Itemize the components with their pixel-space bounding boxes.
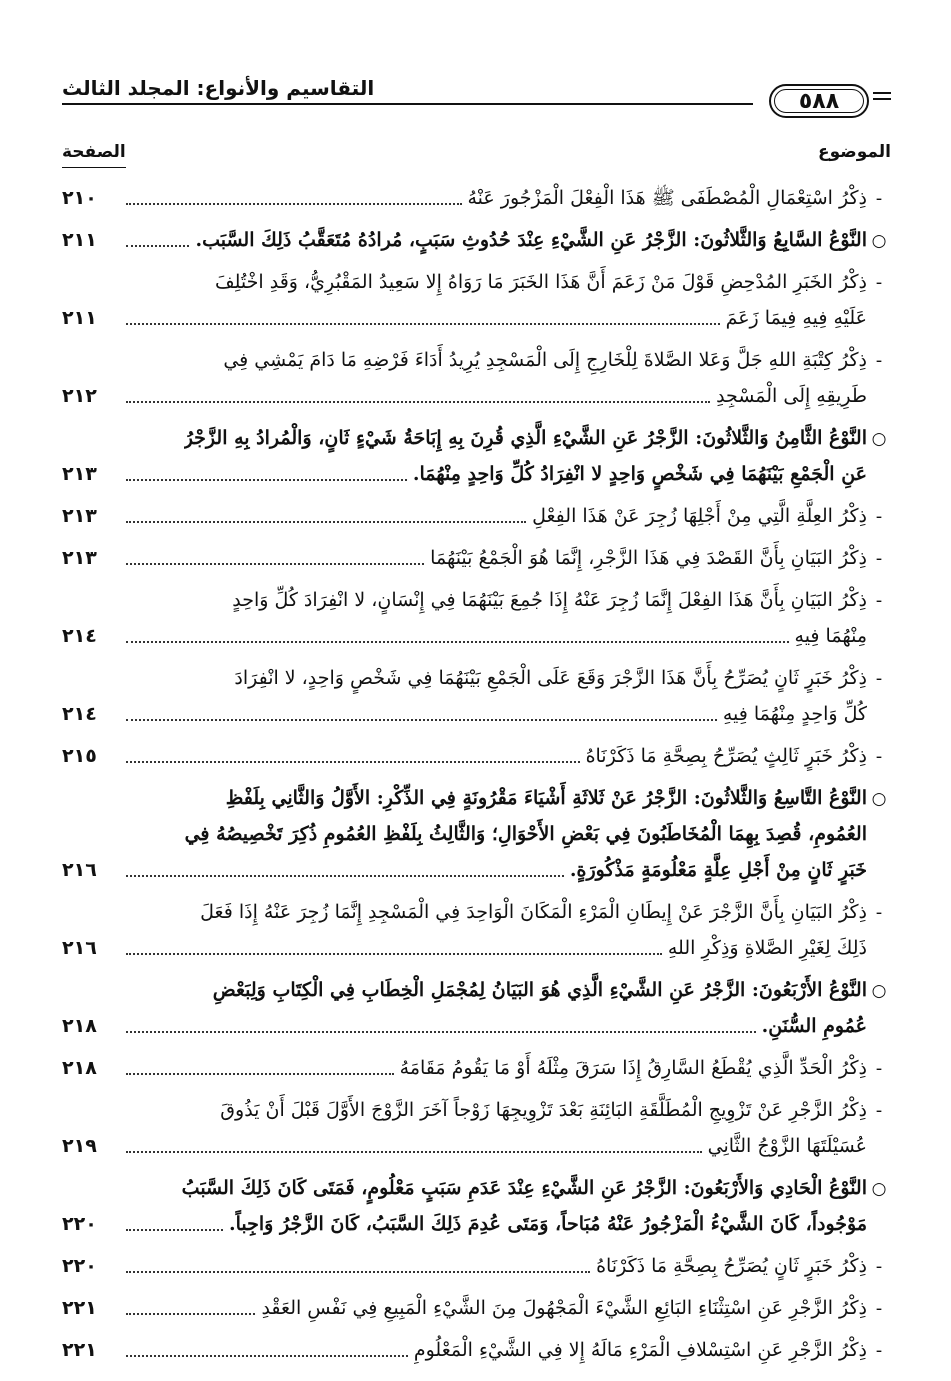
toc-line <box>62 1248 891 1284</box>
dash-bullet-icon: - <box>875 590 883 611</box>
toc-line-text: ذِكْرُ الزَّجْرِ عَنِ اسْتِثْنَاءِ البَائِعِ الشَّيْءَ الْمَجْهُولَ مِنَ الشَّيْءِ الْمَبِيعِ فِي نَفْسِ العَقْدِ <box>261 1297 867 1319</box>
toc-sub-entry <box>62 498 891 540</box>
toc-sub-entry <box>62 738 891 780</box>
toc-line <box>62 1170 891 1206</box>
toc-line <box>62 696 891 732</box>
toc-line-text: النَّوْعُ الْحَادِي وَالأَرْبَعُونَ: الزَّجْرُ عَنِ الشَّيْءِ عِنْدَ عَدَمِ سَبَبٍ مَعْلُومٍ، فَمَتَى كَانَ ذَلِكَ السَّبَبُ <box>181 1177 867 1199</box>
toc-page-number: ٢١٣ <box>62 463 97 485</box>
toc-line-text: النَّوْعُ الثَّامِنُ وَالثَّلاثُونَ: الزَّجْرُ عَنِ الشَّيْءِ الَّذِي قُرِنَ بِهِ إِبَاحَةُ شَيْءٍ ثَانٍ، وَالْمُرادُ بِهِ الزَّجْرُ <box>183 427 867 449</box>
toc-page-number: ٢١٨ <box>62 1015 97 1037</box>
dot-leader <box>126 1271 590 1273</box>
toc-line-text: ذِكْرُ البَيَانِ بِأَنَّ الزَّجْرَ عَنْ إِيطَانِ الْمَرْءِ الْمَكَانَ الْوَاحِدَ فِي الْمَسْجِدِ إِنَّمَا زُجِرَ عَنْهُ إِذَا فَعَلَ <box>200 901 867 923</box>
dash-bullet-icon: - <box>875 506 883 527</box>
header-title: التقاسيم والأنواع: المجلد الثالث <box>62 76 375 100</box>
toc-sub-entry <box>62 1092 891 1170</box>
toc-sub-entry <box>62 582 891 660</box>
page-number: ٥٨٨ <box>798 88 840 114</box>
toc-line <box>62 420 891 456</box>
toc-chapter-entry <box>62 222 891 264</box>
dash-bullet-icon: - <box>875 1298 883 1319</box>
toc-line-text: ذِكْرُ البَيَانِ بِأَنَّ القَصْدَ فِي هَذَا الزَّجْرِ، إِنَّمَا هُوَ الْجَمْعُ بَيْنَهُمَا <box>430 547 867 569</box>
dot-leader <box>126 719 717 721</box>
toc-sub-entry <box>62 1248 891 1290</box>
dot-leader <box>126 641 789 643</box>
toc-page-number: ٢١١ <box>62 229 97 251</box>
toc-line <box>62 180 891 216</box>
toc-page-number: ٢١٣ <box>62 547 97 569</box>
toc-page-number: ٢١٤ <box>62 625 97 647</box>
circle-bullet-icon: ○ <box>871 429 887 449</box>
toc-line-text: عُسَيْلَتَهَا الزَّوْجُ الثَّانِي <box>707 1135 867 1157</box>
dash-bullet-icon: - <box>875 668 883 689</box>
toc-line <box>62 498 891 534</box>
dot-leader <box>126 203 462 205</box>
toc-line <box>62 1092 891 1128</box>
toc-line-text: النَّوْعُ التَّاسِعُ وَالثَّلاثُونَ: الزَّجْرُ عَنْ ثَلاثَةِ أَشْيَاءَ مَقْرُونَةٍ فِي الذِّكْرِ: الأَوَّلُ وَالثَّانِي بِلَفْظِ <box>225 787 867 809</box>
toc-line-text: عُمُومِ السُّنَنِ. <box>761 1015 867 1037</box>
toc-page-number: ٢٢١ <box>62 1339 97 1361</box>
dot-leader <box>126 1151 702 1153</box>
toc-line-text: عَلَيْهِ فِيهِ فِيمَا زَعَمَ <box>725 307 867 329</box>
toc-line-text: ذِكْرُ الخَبَرِ المُدْحِضِ قَوْلَ مَنْ زَعَمَ أَنَّ هَذَا الخَبَرَ مَا رَوَاهُ إِلا سَعِيدُ المَقْبُرِيُّ، وَقَدِ اخْتُلِفَ <box>214 271 867 293</box>
toc-line <box>62 660 891 696</box>
toc-line <box>62 582 891 618</box>
toc-line <box>62 894 891 930</box>
circle-bullet-icon: ○ <box>871 981 887 1001</box>
toc-line-text: مِنْهُمَا فِيهِ <box>794 625 867 647</box>
toc-page-number: ٢١٦ <box>62 937 97 959</box>
toc-chapter-entry <box>62 972 891 1050</box>
circle-bullet-icon: ○ <box>871 789 887 809</box>
toc-line <box>62 738 891 774</box>
toc-page-number: ٢١٤ <box>62 703 97 725</box>
toc-page-number: ٢١٠ <box>62 187 97 209</box>
toc-page-number: ٢١٢ <box>62 385 97 407</box>
toc-line <box>62 1008 891 1044</box>
toc-page-number: ٢١٣ <box>62 505 97 527</box>
toc-line <box>62 264 891 300</box>
dash-bullet-icon: - <box>875 1256 883 1277</box>
toc-line-text: كُلِّ وَاحِدٍ مِنْهُمَا فِيهِ <box>722 703 867 725</box>
toc-line-text: ذِكْرُ البَيَانِ بِأَنَّ هَذَا الفِعْلَ إِنَّمَا زُجِرَ عَنْهُ إِذَا جُمِعَ بَيْنَهُمَا فِي إِنْسَانٍ، لا انْفِرَادَ كُلِّ وَاحِدٍ <box>232 589 867 611</box>
toc-sub-entry <box>62 1050 891 1092</box>
toc-line-text: ذِكْرُ خَبَرٍ ثَانٍ يُصَرِّحُ بِصِحَّةِ مَا ذَكَرْنَاهُ <box>596 1255 867 1277</box>
dash-bullet-icon: - <box>875 350 883 371</box>
toc-sub-entry <box>62 540 891 582</box>
dot-leader <box>126 401 710 403</box>
toc-page-number: ٢١٦ <box>62 859 97 881</box>
dot-leader <box>126 323 720 325</box>
toc-page-number: ٢١١ <box>62 307 97 329</box>
circle-bullet-icon: ○ <box>871 231 887 251</box>
toc-line <box>62 456 891 492</box>
toc-page-number: ٢٢١ <box>62 1297 97 1319</box>
circle-bullet-icon: ○ <box>871 1179 887 1199</box>
dot-leader <box>126 563 424 565</box>
toc-page-number: ٢١٩ <box>62 1135 97 1157</box>
toc-page-number: ٢٢٠ <box>62 1213 97 1235</box>
dot-leader <box>126 1313 255 1315</box>
toc-line <box>62 780 891 816</box>
dot-leader <box>126 1355 408 1357</box>
dash-bullet-icon: - <box>875 1100 883 1121</box>
toc-line-text: ذِكْرُ الزَّجْرِ عَنْ تَزْوِيجِ الْمُطَلَّقَةِ البَائِنَةِ بَعْدَ تَزْوِيجِهَا زَوْجاً آخَرَ الزَّوْجَ الأَوَّلَ قَبْلَ أَنْ يَذُوقَ <box>220 1099 867 1121</box>
toc-sub-entry <box>62 342 891 420</box>
toc-line <box>62 930 891 966</box>
dash-bullet-icon: - <box>875 1340 883 1361</box>
dot-leader <box>126 1073 394 1075</box>
dash-bullet-icon: - <box>875 188 883 209</box>
toc-line <box>62 1050 891 1086</box>
header-rule <box>62 103 753 105</box>
toc-line <box>62 1332 891 1368</box>
toc-line-text: ذِكْرُ كِتْبَةِ اللهِ جَلَّ وَعَلا الصَّلاةَ لِلْخَارِجِ إِلَى الْمَسْجِدِ يُرِيدُ أَدَاءَ فَرْضِهِ مَا دَامَ يَمْشِي فِي <box>223 349 867 371</box>
toc-page-number: ٢١٥ <box>62 745 97 767</box>
dot-leader <box>126 245 189 247</box>
toc-line <box>62 1128 891 1164</box>
toc-sub-entry <box>62 264 891 342</box>
toc-line-text: ذِكْرُ خَبَرٍ ثَانٍ يُصَرِّحُ بِأَنَّ هَذَا الزَّجْرَ وَقَعَ عَلَى الْجَمْعِ بَيْنَهُمَا فِي شَخْصٍ وَاحِدٍ، لا انْفِرَادَ <box>234 667 867 689</box>
dash-bullet-icon: - <box>875 548 883 569</box>
dash-bullet-icon: - <box>875 902 883 923</box>
toc-line-text: طَرِيقِهِ إِلَى الْمَسْجِدِ <box>716 385 867 407</box>
running-header <box>62 76 891 120</box>
toc-sub-entry <box>62 660 891 738</box>
dash-bullet-icon: - <box>875 1058 883 1079</box>
toc-line-text: النَّوْعُ السَّابِعُ وَالثَّلاثُونَ: الزَّجْرُ عَنِ الشَّيْءِ عِنْدَ حُدُوثِ سَبَبٍ، مُرادُهُ مُتَعَقَّبُ ذَلِكَ السَّبَب. <box>195 229 867 251</box>
toc-chapter-entry <box>62 780 891 894</box>
dot-leader <box>126 1229 223 1231</box>
toc-line <box>62 852 891 888</box>
dash-bullet-icon: - <box>875 746 883 767</box>
column-head-topic: الموضوع <box>818 142 891 162</box>
toc-chapter-entry <box>62 1170 891 1248</box>
dot-leader <box>126 479 407 481</box>
dot-leader <box>126 1031 756 1033</box>
toc-line <box>62 1290 891 1326</box>
toc-line <box>62 378 891 414</box>
dash-bullet-icon: - <box>875 272 883 293</box>
toc-line <box>62 540 891 576</box>
toc-line-text: ذِكْرُ اسْتِعْمَالِ الْمُصْطَفَى ﷺ هَذَا الْفِعْلَ الْمَزْجُورَ عَنْهُ <box>467 187 867 209</box>
header-ornament-lines <box>873 92 891 104</box>
toc-line <box>62 300 891 336</box>
toc-line-text: ذِكْرُ الْحَدِّ الَّذِي يُقْطَعُ السَّارِقُ إِذَا سَرَقَ مِثْلَهُ أَوْ مَا يَقُومُ مَقَامَهُ <box>399 1057 867 1079</box>
toc-chapter-entry <box>62 420 891 498</box>
toc-page-number: ٢٢٠ <box>62 1255 97 1277</box>
column-head-page: الصفحة <box>62 142 126 162</box>
toc-sub-entry <box>62 1290 891 1332</box>
toc-line-text: عَنِ الْجَمْعِ بَيْنَهُمَا فِي شَخْصٍ وَاحِدٍ لا انْفِرَادُ كُلِّ وَاحِدٍ مِنْهُمَا. <box>412 463 867 485</box>
toc-line <box>62 618 891 654</box>
toc-sub-entry <box>62 894 891 972</box>
toc-line-text: ذِكْرُ العِلَّةِ الَّتِي مِنْ أَجْلِهَا زُجِرَ عَنْ هَذَا الفِعْلِ <box>532 505 867 527</box>
toc-line-text: النَّوْعُ الأَرْبَعُونَ: الزَّجْرُ عَنِ الشَّيْءِ الَّذِي هُوَ البَيَانُ لِمُجْمَلِ الْخِطَابِ فِي الْكِتَابِ وَلِبَعْضِ <box>212 979 867 1001</box>
toc-line <box>62 342 891 378</box>
toc-line-text: العُمُومِ، قُصِدَ بِهِمَا الْمُخَاطَبُونَ فِي بَعْضِ الأَحْوَالِ؛ وَالثَّالِثُ بِلَفْظِ العُمُومِ ذُكِرَ تَخْصِيصُهُ فِي <box>184 823 867 845</box>
toc-line-text: ذَلِكَ لِغَيْرِ الصَّلاةِ وَذِكْرِ اللهِ <box>667 937 867 959</box>
toc-line-text: خَبَرٍ ثَانٍ مِنْ أَجْلِ عِلَّةٍ مَعْلُومَةٍ مَذْكُورَةٍ. <box>569 859 867 881</box>
toc-line <box>62 1206 891 1242</box>
toc-line-text: مَوْجُوداً، كَانَ الشَّيْءُ الْمَزْجُورُ عَنْهُ مُبَاحاً، وَمَتَى عُدِمَ ذَلِكَ السَّبَبُ، كَانَ الزَّجْرُ وَاجِباً. <box>229 1213 867 1235</box>
dot-leader <box>126 521 526 523</box>
toc-page-number: ٢١٨ <box>62 1057 97 1079</box>
toc-line <box>62 972 891 1008</box>
toc-sub-entry <box>62 180 891 222</box>
toc-sub-entry <box>62 1332 891 1374</box>
page-number-badge <box>769 84 869 118</box>
toc-line <box>62 816 891 852</box>
dot-leader <box>126 953 662 955</box>
toc-line <box>62 222 891 258</box>
toc-line-text: ذِكْرُ الزَّجْرِ عَنِ اسْتِسْلافِ الْمَرْءِ مَالَهُ إِلا فِي الشَّيْءِ الْمَعْلُومِ <box>413 1339 867 1361</box>
table-of-contents <box>62 180 891 1374</box>
dot-leader <box>126 875 564 877</box>
dot-leader <box>126 761 580 763</box>
toc-line-text: ذِكْرُ خَبَرٍ ثَالِثٍ يُصَرِّحُ بِصِحَّةِ مَا ذَكَرْنَاهُ <box>585 745 867 767</box>
